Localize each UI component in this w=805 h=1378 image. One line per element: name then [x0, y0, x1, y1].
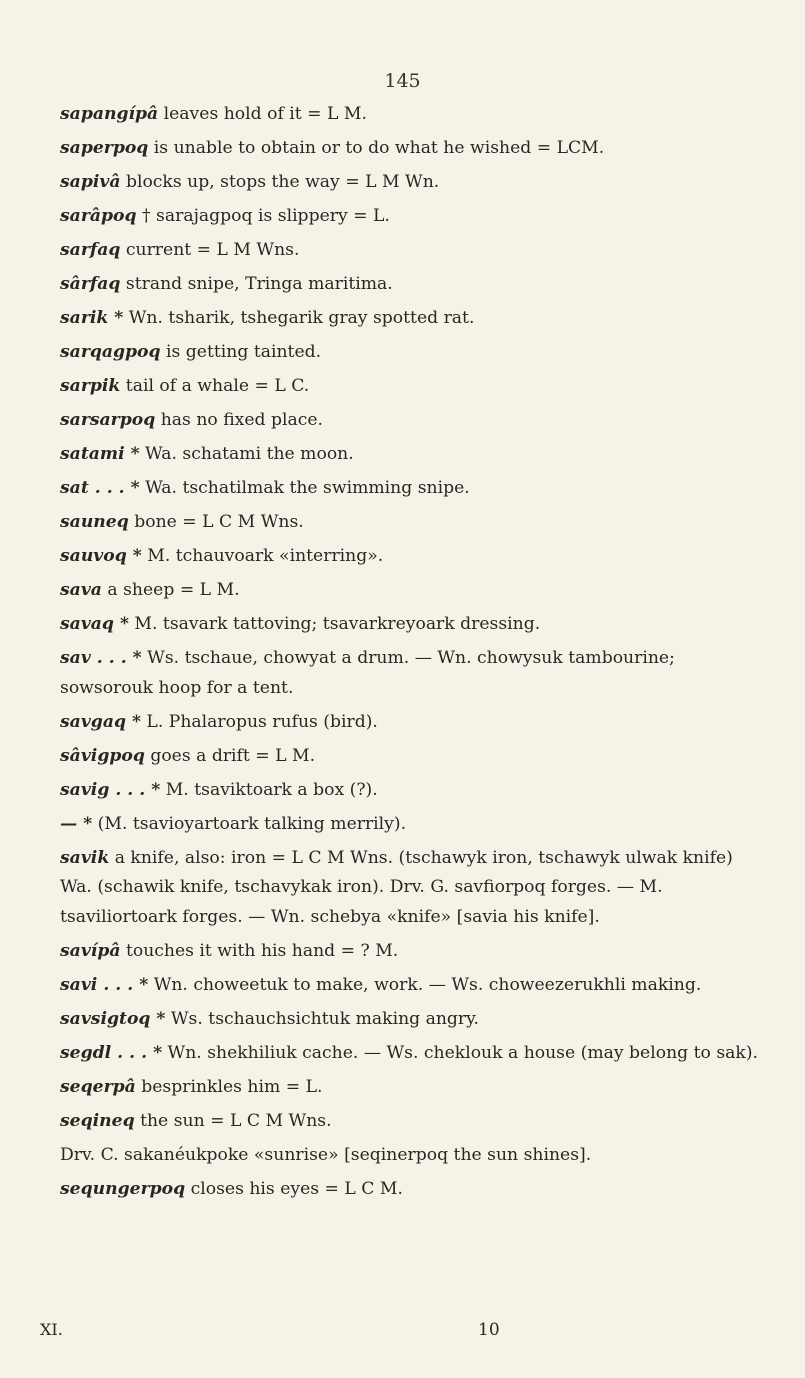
entry-headword: sarqagpoq [60, 342, 161, 362]
entry-headword: sequngerpoq [60, 1178, 186, 1199]
entry-definition: Drv. C. sakanéukpoke «sunrise» [seqinerpoq the sun shines]. [60, 1144, 592, 1165]
entry-headword: sâvigpoq [60, 745, 145, 766]
dictionary-entry [60, 100, 762, 130]
dictionary-entry [60, 236, 762, 266]
dictionary-entry [60, 202, 762, 232]
entry-headword: sava [60, 580, 102, 600]
dictionary-entry [60, 474, 762, 504]
dictionary-entry [60, 134, 762, 164]
dictionary-entry [60, 508, 762, 538]
dictionary-entry [60, 576, 762, 606]
dictionary-entry [60, 440, 762, 470]
dictionary-entry [60, 708, 762, 738]
entry-headword: sauvoq * [60, 546, 142, 566]
entry-headword: sârfaq [60, 274, 121, 294]
entry-definition: M. tsavark tattoving; tsavarkreyoark dressing. [134, 614, 541, 634]
entry-headword: seqineq [60, 1110, 135, 1131]
folio-number: 10 [478, 1320, 500, 1340]
dictionary-entry [60, 937, 762, 967]
dictionary-entry [60, 338, 762, 368]
dictionary-entry [60, 168, 762, 198]
entry-definition: tail of a whale = L C. [125, 376, 310, 396]
entry-definition: Wn. shekhiliuk cache. — Ws. cheklouk a house (may belong to sak). [167, 1042, 758, 1063]
entry-headword: savik [60, 847, 110, 868]
dictionary-entry [60, 810, 762, 840]
dictionary-entry [60, 270, 762, 300]
page-number: 145 [384, 70, 421, 92]
dictionary-entry [60, 844, 762, 933]
dictionary-entry [60, 304, 762, 334]
entry-headword: sarâpoq [60, 206, 137, 226]
entry-definition: Wa. tschatilmak the swimming snipe. [145, 478, 470, 498]
entry-headword: satami * [60, 444, 140, 464]
entry-headword: sat . . . * [60, 478, 140, 498]
dictionary-entry [60, 1039, 762, 1069]
dictionary-entry [60, 644, 762, 703]
entry-headword: sarpik [60, 376, 121, 396]
entry-headword: sapangípâ [60, 104, 159, 124]
entry-definition: has no fixed place. [160, 410, 324, 430]
entry-definition: (M. tsavioyartoark talking merrily). [97, 813, 407, 834]
entry-definition: touches it with his hand = ? M. [125, 940, 399, 961]
dictionary-entry [60, 406, 762, 436]
entry-definition: Wn. choweetuk to make, work. — Ws. choweezerukhli making. [153, 974, 702, 995]
dictionary-entry [60, 971, 762, 1001]
entry-definition: a sheep = L M. [107, 580, 240, 600]
entry-headword: — * [60, 813, 93, 834]
entry-definition: besprinkles him = L. [141, 1076, 323, 1097]
dictionary-entries [60, 100, 762, 1209]
entry-headword: savípâ [60, 940, 121, 961]
entry-definition: is getting tainted. [166, 342, 322, 362]
entry-headword: savig . . . * [60, 779, 161, 800]
entry-headword: sapivâ [60, 172, 121, 192]
entry-headword: seqerpâ [60, 1076, 136, 1097]
dictionary-entry [60, 742, 762, 772]
dictionary-entry [60, 610, 762, 640]
dictionary-entry [60, 1107, 762, 1137]
entry-definition: Ws. tschaue, chowyat a drum. — Wn. chowysuk tambourine; sowsorouk hoop for a tent. [60, 648, 675, 698]
entry-definition: a knife, also: iron = L C M Wns. (tschawyk iron, tschawyk ulwak knife) Wa. (schawik knife, tschavykak iron). Drv. G. savfiorpoq forges. — M. tsaviliortoark forges. — Wn. schebya «knife» [savia his knife]. [60, 847, 733, 927]
dictionary-entry [60, 542, 762, 572]
entry-definition: goes a drift = L M. [150, 745, 316, 766]
entry-definition: closes his eyes = L C M. [190, 1178, 403, 1199]
dictionary-entry [60, 1141, 762, 1171]
dictionary-entry [60, 1175, 762, 1205]
entry-headword: savsigtoq * [60, 1008, 166, 1029]
entry-definition: is unable to obtain or to do what he wished = LCM. [153, 138, 605, 158]
entry-definition: the sun = L C M Wns. [140, 1110, 332, 1131]
dictionary-entry [60, 776, 762, 806]
entry-definition: bone = L C M Wns. [134, 512, 304, 532]
entry-headword: sarfaq [60, 240, 121, 260]
entry-definition: Wa. schatami the moon. [145, 444, 354, 464]
entry-headword: segdl . . . * [60, 1042, 163, 1063]
dictionary-entry [60, 1005, 762, 1035]
entry-headword: sarsarpoq [60, 410, 156, 430]
signature-mark: XI. [40, 1320, 63, 1339]
entry-definition: current = L M Wns. [125, 240, 300, 260]
dictionary-entry [60, 372, 762, 402]
entry-definition: leaves hold of it = L M. [163, 104, 367, 124]
dictionary-entry [60, 1073, 762, 1103]
entry-definition: Ws. tschauchsichtuk making angry. [170, 1008, 480, 1029]
entry-definition: L. Phalaropus rufus (bird). [146, 711, 378, 732]
entry-definition: † sarajagpoq is slippery = L. [141, 206, 390, 226]
entry-headword: saperpoq [60, 138, 149, 158]
entry-headword: savi . . . * [60, 974, 149, 995]
entry-headword: savgaq * [60, 711, 141, 732]
entry-definition: M. tsaviktoark a box (?). [165, 779, 378, 800]
entry-headword: sauneq [60, 512, 129, 532]
entry-definition: blocks up, stops the way = L M Wn. [125, 172, 440, 192]
entry-headword: savaq * [60, 614, 129, 634]
entry-headword: sarik * [60, 308, 124, 328]
entry-definition: M. tchauvoark «interring». [147, 546, 384, 566]
entry-definition: strand snipe, Tringa maritima. [125, 274, 393, 294]
entry-definition: Wn. tsharik, tshegarik gray spotted rat. [128, 308, 475, 328]
entry-headword: sav . . . * [60, 648, 142, 668]
